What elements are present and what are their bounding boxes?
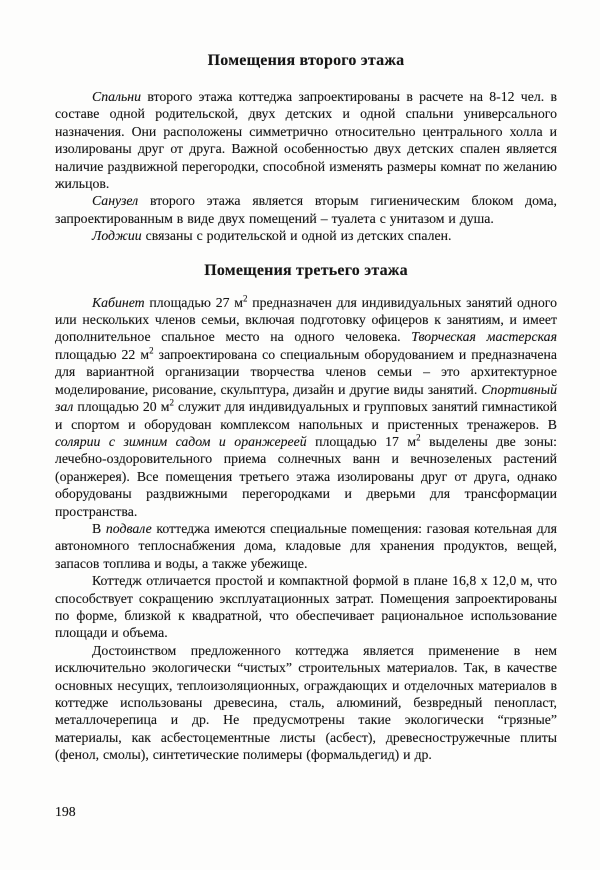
section-heading-second-floor: Помещения второго этажа	[207, 52, 405, 69]
paragraph-basement: В подвале коттеджа имеются специальные помещения: газовая котельная для автономного теплоснабжения дома, кладовые для хранения продуктов, вещей, запасов топлива и воды, а также убежище.	[55, 520, 557, 571]
paragraph-eco-materials: Достоинством предложенного коттеджа является применение в нем исключительно экологически “чистых” строительных материалов. Так, в качестве основных несущих, теплоизоляционных, ограждающих и отделочных материалов в коттедже использованы древесина, сталь, алюминий, безвредный пенопласт, металлочерепица и др. Не предусмотрены такие экологически “грязные” материалы, как асбестоцементные листы (асбест), древесностружечные плиты (фенол, смолы), синтетические полимеры (формальдегид) и др.	[55, 642, 557, 763]
page-number: 198	[55, 804, 76, 819]
section-heading-third-floor: Помещения третьего этажа	[204, 261, 408, 279]
paragraph-study-workshop-gym-solarium: Кабинет площадью 27 $м^2$ предназначен для индивидуальных занятий одного или нескольких членов семьи, включая подготовку офицеров к занятиям, и имеет дополнительное спальное место на одного человека. Творческая мастерская площадью 22 $м^2$ запроектирована со специальным оборудованием и предназначена для вариантной организации творчества членов семьи – это архитектурное моделирование, рисование, скульптура, дизайн и другие виды занятий. Спортивный зал площадью 20 $м^2$ служит для индивидуальных и групповых занятий гимнастикой и спортом и оборудован комплексом напольных и пристенных тренажеров. В солярии с зимним садом и оранжереей площадью 17 $м^2$ выделены две зоны: лечебно-оздоровительного приема солнечных ванн и вечнозеленых растений (оранжерея). Все помещения третьего этажа изолированы друг от друга, однако оборудованы раздвижными перегородками и дверьми для трансформации пространства.	[55, 293, 557, 519]
text-block	[55, 51, 557, 764]
paragraph-loggias: Лоджии связаны с родительской и одной из детских спален.	[92, 228, 452, 244]
paragraph-bathroom: Санузел второго этажа является вторым гигиеническим блоком дома, запроектированным в виде двух помещений – туалета с унитазом и душа.	[55, 193, 557, 226]
paragraph-bedrooms: Спальни второго этажа коттеджа запроектированы в расчете на 8-12 чел. в составе одной родительской, двух детских и одной спальни универсального назначения. Они расположены симметрично относительно центрального холла и изолированы друг от друга. Важной особенностью двух детских спален является наличие раздвижной перегородки, способной изменять размеры комнат по желанию жильцов.	[55, 89, 557, 192]
paragraph-cottage-shape: Коттедж отличается простой и компактной формой в плане 16,8 х 12,0 м, что способствует сокращению эксплуатационных затрат. Помещения запроектированы по форме, близкой к квадратной, что обеспечивает рациональное использование площади и объема.	[55, 573, 557, 641]
